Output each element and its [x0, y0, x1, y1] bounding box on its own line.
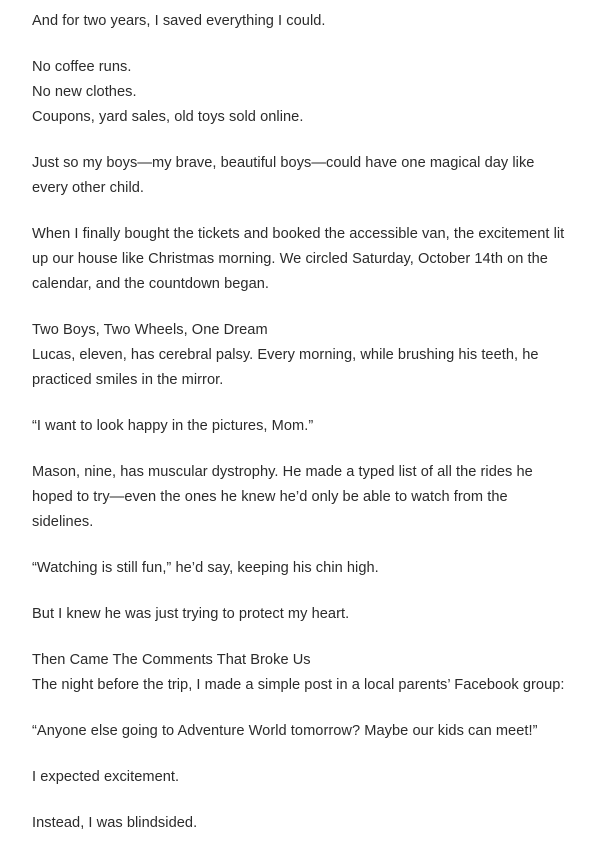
paragraph-saved	[32, 9, 570, 34]
quote-line: “I want to look happy in the pictures, Mom.”	[32, 418, 314, 434]
paragraph-line: Just so my boys—my brave, beautiful boys—could have one magical day like every other child.	[32, 155, 535, 196]
paragraph-mason	[32, 460, 570, 535]
paragraph-line: No coffee runs.	[32, 59, 132, 75]
section-heading: Two Boys, Two Wheels, One Dream	[32, 322, 268, 338]
paragraph-expected	[32, 765, 570, 790]
paragraph-boys	[32, 151, 570, 201]
paragraph-sacrifices	[32, 55, 570, 130]
paragraph-line: Instead, I was blindsided.	[32, 815, 198, 831]
paragraph-line: No new clothes.	[32, 84, 137, 100]
paragraph-lucas-quote	[32, 414, 570, 439]
paragraph-heart	[32, 602, 570, 627]
paragraph-line: The night before the trip, I made a simple post in a local parents’ Facebook group:	[32, 677, 565, 693]
paragraph-blindsided	[32, 811, 570, 836]
paragraph-line: Mason, nine, has muscular dystrophy. He made a typed list of all the rides he hoped to try—even the ones he knew he’d only be able to watch from the sidelines.	[32, 464, 533, 530]
paragraph-lucas	[32, 318, 570, 393]
paragraph-line: Lucas, eleven, has cerebral palsy. Every morning, while brushing his teeth, he practiced smiles in the mirror.	[32, 347, 539, 388]
paragraph-line: But I knew he was just trying to protect my heart.	[32, 606, 350, 622]
paragraph-comments	[32, 648, 570, 698]
quote-line: “Anyone else going to Adventure World tomorrow? Maybe our kids can meet!”	[32, 723, 538, 739]
paragraph-tickets	[32, 222, 570, 297]
quote-line: “Watching is still fun,” he’d say, keeping his chin high.	[32, 560, 379, 576]
paragraph-mason-quote	[32, 556, 570, 581]
paragraph-line: And for two years, I saved everything I could.	[32, 13, 326, 29]
paragraph-line: I expected excitement.	[32, 769, 180, 785]
paragraph-line: Coupons, yard sales, old toys sold online.	[32, 109, 304, 125]
section-heading: Then Came The Comments That Broke Us	[32, 652, 311, 668]
paragraph-post-quote	[32, 719, 570, 744]
paragraph-line: When I finally bought the tickets and booked the accessible van, the excitement lit up our house like Christmas morning. We circled Saturday, October 14th on the calendar, and the countdown began.	[32, 226, 565, 292]
